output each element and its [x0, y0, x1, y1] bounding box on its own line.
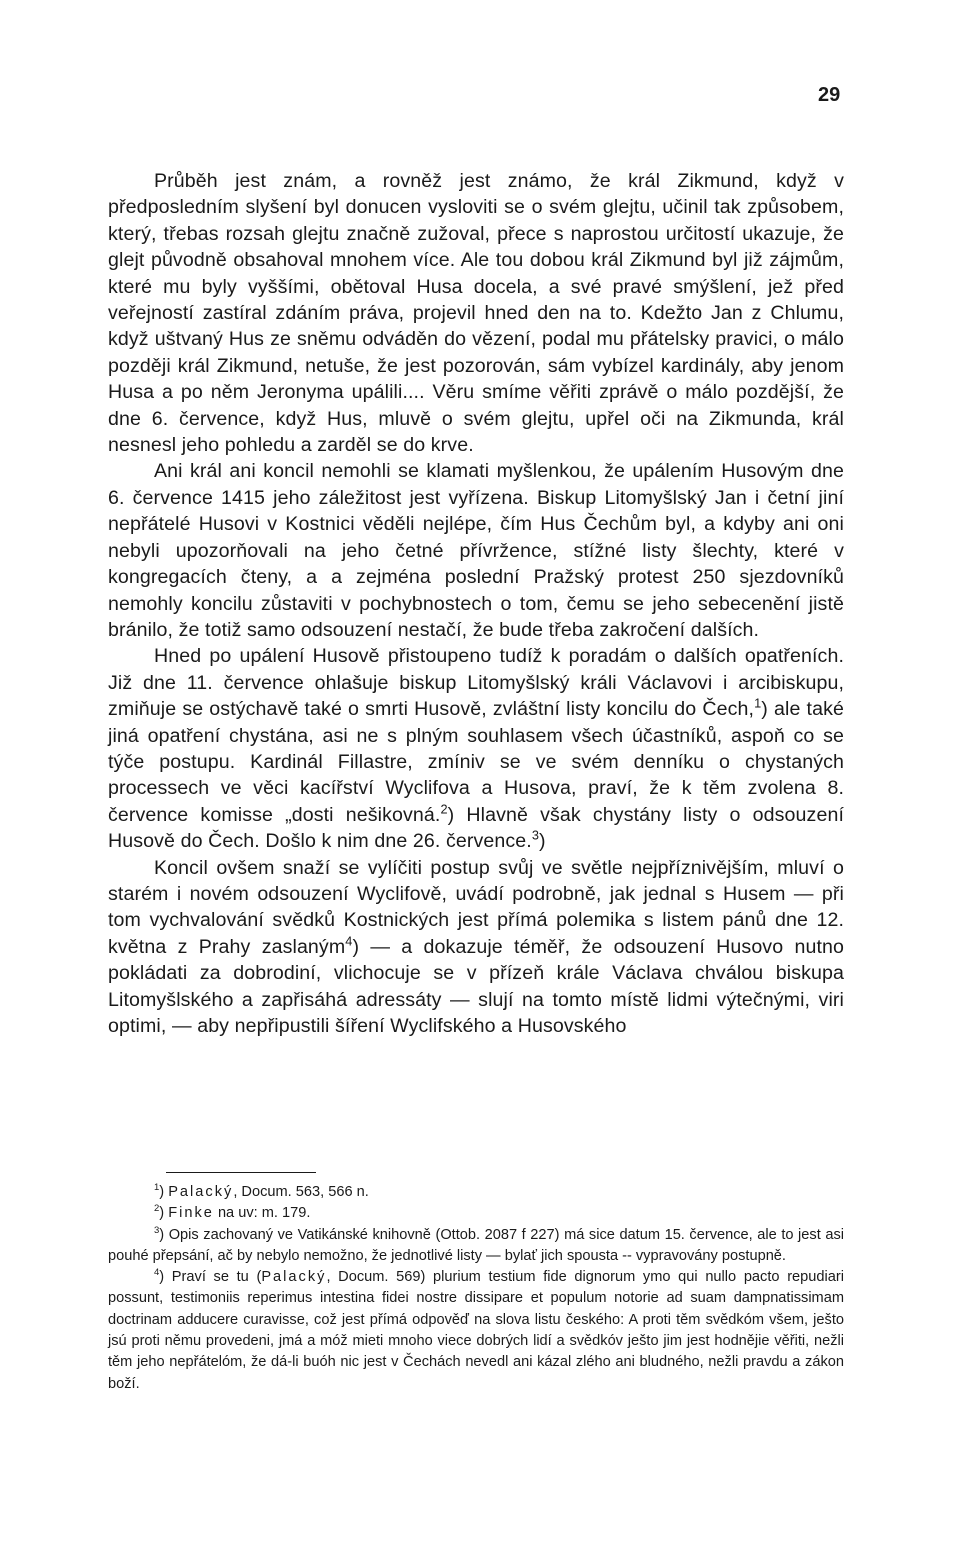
footnote-marker: 1 [154, 1182, 160, 1194]
text-segment: Průběh jest znám, a rovněž jest známo, že král Zikmund, když v předposledním slyšení byl donucen vysloviti se o svém glejtu, učinil tak způsobem, který, třebas rozsah glejtu značně zužoval, přece s naprostou určitostí ukazuje, že glejt původně obsahoval mnohem více. Ale tou dobou král Zikmund byl již zájmům, které mu byly vyššími, obětoval Husa docela, a své pravé smýšlení, jež před veřejností zastíral zdáním práva, projevil hned den na to. Kdežto Jan z Chlumu, když uštvaný Hus ze sněmu odváděn do vězení, podal mu přátelsky pravici, o málo později král Zikmund, netuše, že jest pozorován, sám vybízel kardinály, aby jenom Husa a po něm Jeronyma upálili.... Věru smíme věřiti zprávě o málo pozdější, že dne 6. července, když Hus, mluvě o svém glejtu, upřel oči na Zikmunda, král nesnesl jeho pohledu a zarděl se do krve. [108, 170, 844, 457]
footnote-marker: 2 [440, 801, 448, 817]
footnote [108, 1203, 844, 1224]
text-segment: ) [159, 1205, 169, 1222]
text-segment: na uv: m. 179. [213, 1205, 311, 1222]
text-segment: ) Praví se tu ( [159, 1269, 262, 1286]
text-segment: Palacký [261, 1269, 327, 1286]
text-segment: ) Hlavně však chystány listy o odsouzení Husově do Čech. Došlo k nim dne 26. července. [108, 803, 844, 853]
text-segment: Koncil ovšem snaží se vylíčiti postup svůj ve světle nejpříznivějším, mluví o starém i novém odsouzení Wyclifově, uvádí podrobně, jak jednal s Husem — při tom vychvalování svědků Kostnických jest přímá polemika s listem pánů dne 12. května z Prahy zaslaným [108, 856, 844, 958]
text-segment: ) [539, 830, 546, 853]
footnote-marker: 4 [154, 1267, 160, 1279]
footnote [108, 1225, 844, 1268]
footnote [108, 1182, 844, 1203]
paragraph [108, 855, 844, 1040]
footnote-marker: 3 [531, 827, 539, 843]
footnote-marker: 3 [154, 1224, 160, 1236]
text-segment: , Docum. 569) plurium testium fide dignorum ymo qui nullo pacto repudiari possunt, testimoniis reperimus intestina fidei nostre dissipare et populum notorie ad suam dampnatissimam doctrinam adducere curavisse, což jest přímá odpověď na slova listu českého: A proti těm svědkóm všem, ješto jsú proti němu provedeni, jmá a móž mieti mnoho viece dobrých lidí a svědkóv ješto jim jest hodnějie věřiti, nežli těm jeho nepřátelóm, že dá-li buóh nic jest v Čechách nevedl ani kázal zlého ani bludného, nežli pravdu a zákon boží. [108, 1269, 844, 1392]
footnote [108, 1267, 844, 1395]
text-segment: Finke [168, 1205, 214, 1222]
footnote-marker: 1 [754, 695, 762, 711]
footnote-marker: 4 [345, 933, 353, 949]
text-segment: ) Opis zachovaný ve Vatikánské knihovně (Ottob. 2087 f 227) má sice datum 15. července, ale to jest asi pouhé přepsání, ač by nebylo nemožno, že jednotlivé listy — bylať jich spousta -- vypravovány postupně. [108, 1226, 844, 1264]
text-segment: Palacký [168, 1184, 234, 1200]
text-segment: , Docum. 563, 566 n. [233, 1184, 369, 1200]
paragraph [108, 458, 844, 643]
footnote-marker: 2 [154, 1203, 160, 1215]
text-segment: ) [159, 1184, 169, 1200]
footnote-separator [166, 1172, 316, 1173]
page-number: 29 [818, 84, 841, 106]
paragraph [108, 168, 844, 458]
footnotes [108, 1182, 844, 1395]
text-segment: Ani král ani koncil nemohli se klamati myšlenkou, že upálením Husovým dne 6. července 1415 jeho záležitost jest vyřízena. Biskup Litomyšlský Jan i četní jiní nepřátelé Husovi v Kostnici věděli nejlépe, čím Hus Čechům byl, a kdyby ani oni nebyli upozorňovali na jeho četné přívržence, stížné listy šlechty, které v kongregacích čteny, a a zejména poslední Pražský protest 250 sjezdovníků nemohly koncilu zůstaviti v pochybnostech o tom, čemu se jeho sebecenění jistě bránilo, že totiž samo odsouzení nestačí, že bude třeba zakročení dalších. [108, 460, 844, 641]
text-segment: ) ale také jiná opatření chystána, asi ne s plným souhlasem všech účastníků, aspoň co se týče postupu. Kardinál Fillastre, zmíniv se ve svém denníku o chystaných processech ve věci kacířství Wyclifova a Husova, praví, že k těm zvolena 8. července komisse „dosti nešikovná. [108, 698, 844, 826]
text-segment: Hned po upálení Husově přistoupeno tudíž k poradám o dalších opatřeních. Již dne 11. července ohlašuje biskup Litomyšlský králi Václavovi i arcibiskupu, zmiňuje se ostýchavě také o smrti Husově, zvláštní listy koncilu do Čech, [108, 645, 844, 721]
text-segment: ) — a dokazuje téměř, že odsouzení Husovo nutno pokládati za dobrodiní, vlichocuje se v přízeň krále Václava chválou biskupa Litomyšlského a zapřisáhá adressáty — slují na tomto místě lidmi výtečnými, viri optimi, — aby nepřipustili šíření Wyclifského a Husovského [108, 935, 844, 1037]
paragraph [108, 643, 844, 854]
main-text [108, 168, 844, 1039]
